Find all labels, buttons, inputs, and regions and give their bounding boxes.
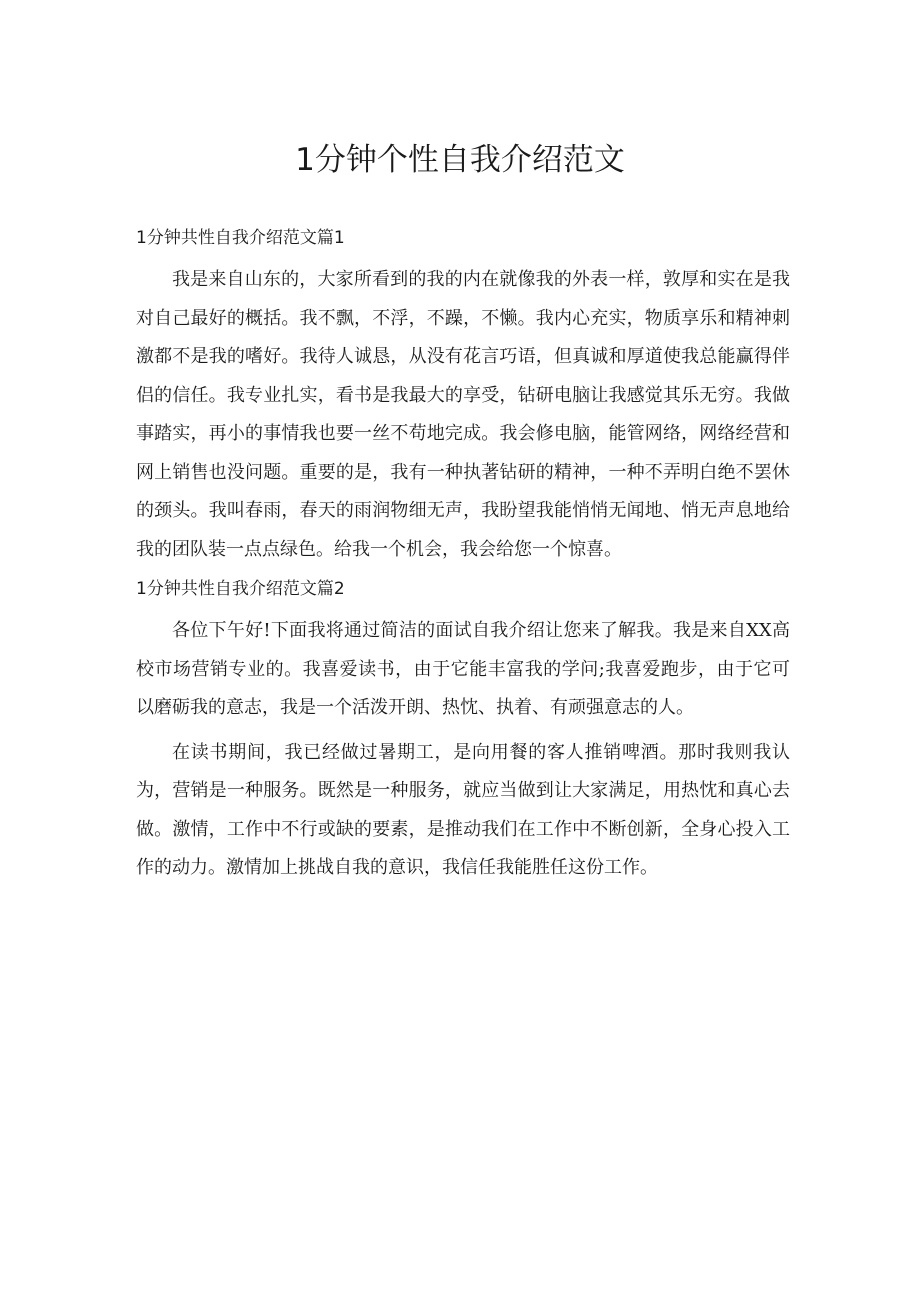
- section-heading: 1分钟共性自我介绍范文篇2: [136, 579, 345, 599]
- paragraph: 我是来自山东的，大家所看到的我的内在就像我的外表一样，敦厚和实在是我对自己最好的概括。我不飘，不浮，不躁，不懒。我内心充实，物质享乐和精神刺激都不是我的嗜好。我待人诚恳，从没有花言巧语，但真诚和厚道使我总能赢得伴侣的信任。我专业扎实，看书是我最大的享受，钻研电脑让我感觉其乐无穷。我做事踏实，再小的事情我也要一丝不苟地完成。我会修电脑，能管网络，网络经营和网上销售也没问题。重要的是，我有一种执著钻研的精神，一种不弄明白绝不罢休的颈头。我叫春雨，春天的雨润物细无声，我盼望我能悄悄无闻地、悄无声息地给我的团队装一点点绿色。给我一个机会，我会给您一个惊喜。: [136, 269, 790, 560]
- section-heading: 1分钟共性自我介绍范文篇1: [136, 228, 345, 248]
- paragraph: 各位下午好!下面我将通过简洁的面试自我介绍让您来了解我。我是来自XX高校市场营销专业的。我喜爱读书，由于它能丰富我的学问;我喜爱跑步，由于它可以磨砺我的意志，我是一个活泼开朗、热忱、执着、有顽强意志的人。: [136, 620, 790, 718]
- document-title: 1分钟个性自我介绍范文: [295, 142, 625, 178]
- section-2: [136, 573, 790, 888]
- section-1: [136, 222, 790, 569]
- paragraph: 在读书期间，我已经做过暑期工，是向用餐的客人推销啤酒。那时我则我认为，营销是一种服务。既然是一种服务，就应当做到让大家满足，用热忱和真心去做。激情，工作中不行或缺的要素，是推动我们在工作中不断创新，全身心投入工作的动力。激情加上挑战自我的意识，我信任我能胜任这份工作。: [136, 741, 790, 878]
- document-body: [136, 222, 790, 888]
